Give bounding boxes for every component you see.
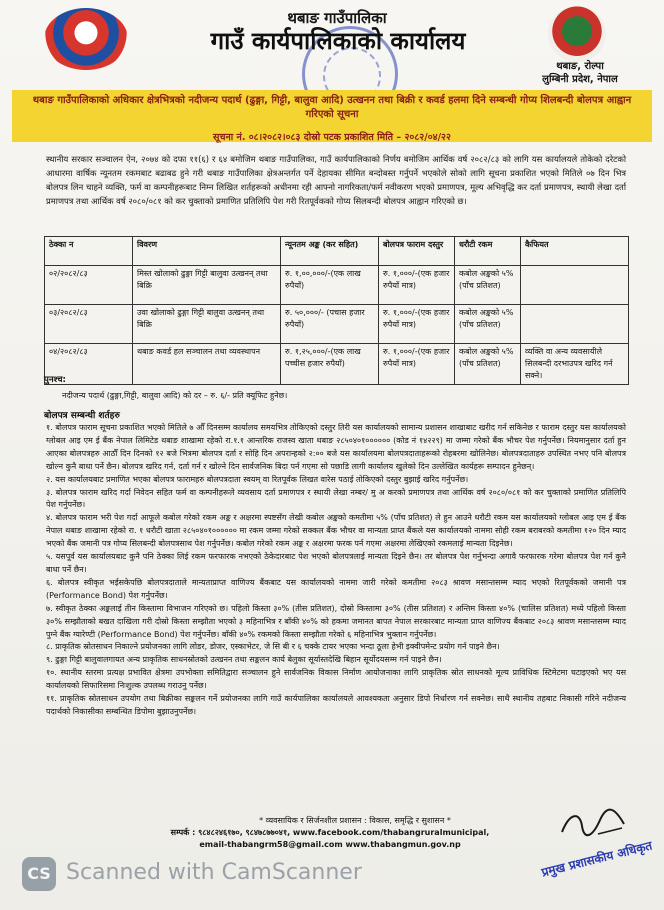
footer-contact [120,827,540,851]
camscanner-watermark [22,857,362,897]
cell-remarks [521,266,629,305]
condition-item: ८. प्राकृतिक स्रोतसाधन निकाल्ने प्रयोजनका लागि लोडर, डोजर, एस्काभेटर, जे सि बी र ६ चक्के टायर भएका भन्दा ठूला हेभी इक्वीपमेन्ट प्रयोग गर्न पाइने छैन। [46,642,500,652]
officer-stamp-text: प्रमुख प्रशासकीय अधिकृत [540,838,654,880]
col-form-fee: बोलपत्र फाराम दस्तुर [379,237,455,266]
condition-item: २. यस कार्यालयबाट प्रमाणित भएका बोलपत्र फारामहरु बोलपत्रदाता स्वयम् वा रितपूर्वक लिखत वारेस पठाई तोकिएको दस्तुर बुझाई खरिद गर्नुपर्नेछ। [46,474,469,484]
nepal-emblem-icon [44,8,128,70]
cell-form-fee: रु. १,०००/-(एक हजार रुपैयाँ मात्र) [379,344,455,385]
conditions-list [46,422,626,719]
cell-description: उवा खोलाको ढुङ्गा गिट्टी बालुवा उत्खनन् तथा बिक्रि [133,305,281,344]
cell-deposit: कबोल अङ्कको ५% (पाँच प्रतिशत) [455,344,521,385]
cell-remarks: व्यक्ति वा अन्य व्यवसायीले सिलबन्दी दरभाउपत्र खरिद गर्न सक्ने। [521,344,629,385]
condition-item: १०. स्थानीय स्तरमा प्रत्यक्ष प्रभावित क्षेत्रमा उपभोक्ता समितिद्वारा सञ्चालन हुने सार्वजनिक विकास निर्माण आयोजनाका लागि प्राकृतिक स्रोत साधनको मूल्य प्राविधिक स्टिमेटमा घटाइएको भए यस कार्यालयको सिफारिसमा निःशुल्क उपलब्ध गराउनु पर्नेछ। [46,668,626,691]
condition-item: ५. यसपूर्व यस कार्यालयबाट कुनै पनि ठेक्का लिई रकम फरफारक नभएको ठेकेदारबाट पेश भएको बोलपत्रलाई मान्यता दिइने छैन। तर बोलपत्र पेश गर्नुभन्दा अगावै फरफारक गरेमा बोलपत्र पेश गर्न कुनै बाधा पर्ने छैन। [46,552,626,574]
cell-deposit: कबोल अङ्कको ५% (पाँच प्रतिशत) [455,305,521,344]
address-line-1: थबाङ, रोल्पा [556,61,604,72]
condition-item: ३. बोलपत्र फाराम खरिद गर्दा निवेदन सहित फर्म वा कम्पनीहरूले व्यवसाय दर्ता प्रमाणपत्र र स्थायी लेखा नम्बर/ मु अ करको प्रमाणपत्र तथा आर्थिक वर्ष २०८०/०८१ को कर चुक्ताको प्रमाणित प्रतिलिपि पेश गर्नुपर्नेछ। [46,487,626,510]
cell-form-fee: रु. १,०००/-(एक हजार रुपैयाँ मात्र) [379,305,455,344]
notice-number: सूचना नं. ०८।२०८२।०८३ दोस्रो पटक प्रकाशित मिति – २०८२/०४/२२ [213,132,451,143]
municipality-name: थबाङ गाउँपालिका [287,9,387,27]
signature-icon [558,804,632,844]
notice-title: थबाङ गाउँपालिकाको अधिकार क्षेत्रभित्रको नदीजन्य पदार्थ (ढुङ्गा, गिट्टी, बालुवा आदि) उत्खनन तथा बिक्री र कवर्ड हलमा दिने सम्बन्धी गोप्य शिलबन्दी बोलपत्र आह्वान गरिएको सूचना [32,95,632,120]
condition-item: ४. बोलपत्र फाराम भरी पेश गर्दा आफूले कबोल गरेको रकम अङ्क र अक्षरमा स्पष्टसँग लेखी कबोल अङ्कको कमतीमा ५% (पाँच प्रतिशत) ले हुन आउने धरौटी रकम यस कार्यालयको ग्लोबल आइ एम ई बैंक नेपाल थबाङ शाखामा रहेको रा. १ धरौटी खाता २८५०४०१०००००० मा रकम जम्मा गरेको सक्कल बैंक भौचर वा मान्यता प्राप्त बैंकले यस कार्यालयको नाममा सोही रकम बराबरको कमतीमा १२० दिन म्याद भएको बैंक जमानी पत्र गोप्य सिलबन्दी बोलपत्रसाथ पेश गर्नुपर्नेछ। कबोल गरेको रकम अङ्क र अक्षरमा फरक पर्न गएमा अक्षरमा लेखिएको रकमलाई मान्यता दिइनेछ। [46,513,626,549]
footer-note: * व्यवसायिक र सिर्जनशील प्रशासन : विकास, समृद्धि र सुशासन * [259,816,451,825]
cell-description: मिस्त खोलाको ढुङ्गा गिट्टी बालुवा उत्खनन् तथा बिक्रि [133,266,281,305]
cell-contract-no: ०४/२०८२/८३ [45,344,133,385]
table-row [45,305,629,344]
cell-minimum-amount: रु. ५०,०००/- (पचास हजार रुपैयाँ) [281,305,379,344]
cell-contract-no: ०३/२०८२/८३ [45,305,133,344]
table-header-row [45,237,629,266]
cell-contract-no: ०२/२०८२/८३ [45,266,133,305]
municipality-logo-icon [548,6,606,62]
condition-item: ७. स्वीकृत ठेक्का अङ्कलाई तीन किस्तामा विभाजन गरिएको छ। पहिलो किस्ता ३०% (तीस प्रतिशत), दोस्रो किस्तामा ३०% (तीस प्रतिशत) र अन्तिम किस्ता ४०% (चालिस प्रतिशत) मध्ये पहिलो किस्ता ३०% सम्झौताको बखत दाखिला गरी दोस्रो किस्ता सम्झौता भएको ३ महिनाभित्र र बाँकी ४०% को हकमा जमानत बापत नेपाल सरकारबाट मान्यता प्राप्त वाणिज्य बैंकबाट २०८३ श्रावण मसान्तसम्म म्याद पुग्ने बैंक ग्यारेण्टी (Performance Bond) पेश गर्नुपर्नेछ। बाँकी ४०% रकमको किस्ता सम्झौता गरेको ६ महिनाभित्र भुक्तान गर्नुपर्नेछ। [46,603,626,639]
condition-item: ९. ढुङ्गा गिट्टी बालुवालगायत अन्य प्राकृतिक साधनस्रोतको उत्खनन तथा सङ्कलन कार्य बेलुका सूर्यास्तदेखि बिहान सूर्योदयसम्म गर्न पाइने छैन। [46,655,442,665]
col-contract-no: ठेक्का न [45,237,133,266]
col-remarks: कैफियत [521,237,629,266]
office-address [510,60,650,86]
cell-minimum-amount: रु. १,००,०००/-(एक लाख रुपैयाँ) [281,266,379,305]
cell-minimum-amount: रु. १,२५,०००/-(एक लाख पच्चीस हजार रुपैयाँ) [281,344,379,385]
note-bullet: नदीजन्य पदार्थ (ढुङ्गा,गिट्टी, बालुवा आदि) को दर – रु. ६/- प्रति क्यूफिट हुनेछ। [62,391,288,400]
condition-item: १. बोलपत्र फाराम सूचना प्रकाशित भएको मितिले ७ औँ दिनसम्म कार्यालय समयभित्र तोकिएको दस्तुर तिरी यस कार्यालयको सामान्य प्रशासन शाखाबाट खरीद गर्न सकिनेछ र फाराम दस्तुर यस कार्यालयको ग्लोबल आइ एम ई बैंक नेपाल लिमिटेड थबाङ शाखामा रहेको रा.१.१ आन्तरिक राजस्व खाता थबाङ २८५०४०१०००००० (कोड नं १४२२९) मा जम्मा गरेको बैंक भौचर पेश गर्नुपर्नेछ। नियमानुसार दर्ता हुन आएका बोलपत्रहरु आठौँ दिन दिनको १२ बजे भित्रमा बोलपत्र दर्ता र सोहि दिन अपरान्हको २:०० बजे यस कार्यालयमा बोलपत्रदाताहरूको रोहबरमा खोलिनेछ। बोलपत्रदाताहरु उपस्थित नभए पनि बोलपत्र खोल्न कुनै बाधा पर्ने छैन। बोलपत्र खरिद गर्न, दर्ता गर्न र खोल्ने दिन सार्वजनिक बिदा पर्न गएमा सो पछाडि लागी कार्यालय खुलेको दिन उल्लेखित कार्यहरू सम्पादन हुनेछन्। [46,423,626,471]
col-deposit: धरौटी रकम [455,237,521,266]
note-heading: पुनश्च: [44,375,66,385]
cell-form-fee: रु. १,०००/-(एक हजार रुपैयाँ मात्र) [379,266,455,305]
col-minimum-amount: न्यूनतम अङ्क (कर सहित) [281,237,379,266]
cell-deposit: कबोल अङ्कको ५% (पाँच प्रतिशत) [455,266,521,305]
intro-paragraph: स्थानीय सरकार सञ्चालन ऐन, २०७४ को दफा ११(६) र ६४ बमोजिम थबाङ गाउँपालिका, गाउँ कार्यपालिकाको निर्णय बमोजिम आर्थिक वर्ष २०८२/८३ को लागि यस कार्यालयले तोकेको दरेटको आधारमा वार्षिक न्यूनतम रकमबाट बढाबढ हुने गरी थबाङ गाउँपालिका क्षेत्रअन्तर्गत पर्ने देहायका सीमित बन्दोबस्त गर्नुपर्ने भएकोले सोको लागि सूचना प्रकाशित भएको मितिले ०७ दिन भित्र बोलपत्र लिन चाहने व्यक्ति, फर्म वा कम्पनीहरूबाट निम्न लिखित शर्तहरूको अधीनमा रही आफ्नो नागरिकता/फर्म नवीकरण भएको प्रमाणपत्र, मूल्य अभिवृद्धि कर दर्ता प्रमाणपत्र, स्थायी लेखा दर्ता प्रमाणपत्र तथा आर्थिक वर्ष २०८०/०८१ को कर चुक्ताको प्रमाणित प्रतिलिपि पेश गरी रितपूर्वकको गोप्य सिलबन्दी बोलपत्र आह्वान गरिएको छ। [46,154,626,206]
condition-item: ६. बोलपत्र स्वीकृत भईसकेपछि बोलपत्रदाताले मान्यताप्राप्त वाणिज्य बैंकबाट यस कार्यालयको नाममा जारी गरेको कमतीमा २०८३ श्रावण मसान्तसम्म म्याद भएको रितपूर्वकको जमानी पत्र (Performance Bond) पेश गर्नुपर्नेछ। [46,577,626,600]
col-description: विवरण [133,237,281,266]
condition-item: ११. प्राकृतिक स्रोतसाधन उपयोग तथा बिक्रीका सङ्कलन गर्ने प्रयोजनका लागि गाउँ कार्यपालिका कार्यालयले आवश्यकता अनुसार डिपो निर्धारण गर्न सक्नेछ। साथै स्थानीय तहबाट निकासी गरिने नदीजन्य पदार्थको निकासीका सम्बन्धित डिपोमा बुझाउनुपर्नेछ। [46,694,626,716]
office-name: गाउँ कार्यपालिकाको कार्यालय [210,27,466,55]
cell-description: थबाङ कवर्ड हल सञ्चालन तथा व्यवस्थापन [133,344,281,385]
email-line: email-thabangrm58@gmail.com www.thabangmun.gov.np [199,840,461,849]
address-line-2: लुम्बिनी प्रदेश, नेपाल [542,74,618,85]
conditions-heading: बोलपत्र सम्बन्धी शर्तहरु [44,411,120,421]
cell-remarks [521,305,629,344]
contact-line: सम्पर्क : ९८४८२४६१७०, ९८४७८७७०४१, www.facebook.com/thabangruralmunicipal, [170,828,490,837]
camscanner-logo-icon: CS [22,857,56,891]
camscanner-text: Scanned with CamScanner [66,860,362,885]
bid-table [44,236,629,385]
table-row [45,344,629,385]
table-row [45,266,629,305]
